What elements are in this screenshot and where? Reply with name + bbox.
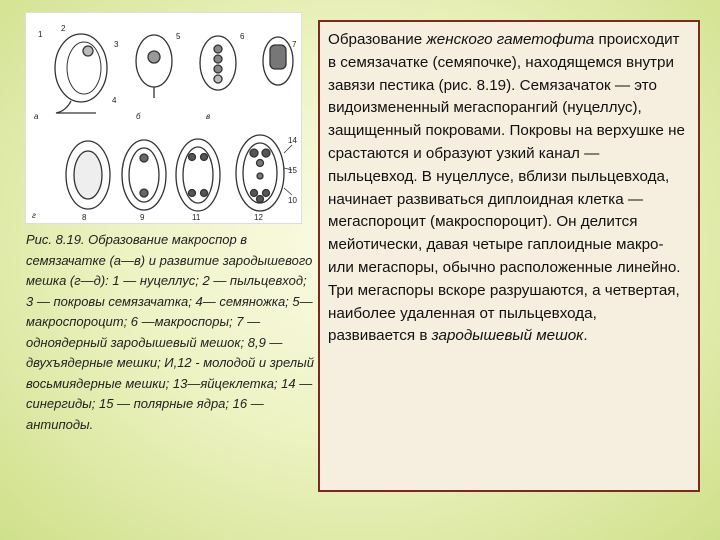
p2-text-a: Три мегаспоры вскоре разрушаются, а четвертая, наиболее удаленная от пыльцевхода, развивается в: [328, 281, 680, 345]
label-12: 12: [254, 213, 263, 222]
label-8: 8: [82, 213, 87, 222]
p1-italic-term: женского гаметофита: [426, 31, 595, 48]
label-3: 3: [114, 40, 119, 49]
label-7: 7: [292, 40, 297, 49]
paragraph-2: [328, 280, 688, 348]
label-15: 15: [288, 166, 297, 175]
ovule-shape: [55, 34, 107, 102]
label-9: 9: [140, 213, 145, 222]
ovule-diagram: [26, 13, 301, 223]
caption-label: Рис. 8.19.: [26, 232, 85, 247]
label-14: 14: [288, 136, 297, 145]
label-c: в: [206, 112, 211, 121]
label-10: 10: [288, 196, 297, 205]
p2-text-b: .: [583, 327, 588, 345]
paragraph-1: [328, 29, 688, 280]
label-11: 11: [192, 213, 201, 222]
p1-text-b: происходит в семязачатке (семяпочке), находящемся внутри завязи пестика (рис. 8.19). Семязачаток — это видоизмененный мегаспорангий (нуцеллус), защищенный покровами. Покровы на верхушке не срастаются и образуют узкий канал — пыльцевход. В нуцеллусе, вблизи пыльцевхода, начинает развиваться диплоидная клетка — мегаспороцит (макроспороцит). Он делится мейотически, давая четыре гаплоидные макро- или мегаспоры, обычно расположенные линейно.: [328, 31, 685, 276]
p1-text-a: Образование: [328, 31, 427, 48]
p2-italic-term: зародышевый мешок: [431, 327, 584, 345]
label-6: 6: [240, 32, 245, 41]
ovule-development-figure: [25, 12, 302, 224]
label-2: 2: [61, 24, 66, 33]
caption-text: Образование макроспор в семязачатке (а—в) и развитие зародышевого мешка (г—д): 1 — нуцеллус; 2 — пыльцевход; 3 — покровы семязачатка; 4— семяножка; 5—макроспороцит; 6 —макроспоры; 7 — одноядерный зародышевый мешок; 8,9 — двухъядерные мешки; И,12 - молодой и зрелый восьмиядерные мешки; 13—яйцеклетка; 14 — синергиды; 15 — полярные ядра; 16 — антиподы.: [26, 232, 314, 432]
label-b: б: [136, 112, 141, 121]
label-1: 1: [38, 30, 43, 39]
label-5: 5: [176, 32, 181, 41]
figure-caption: [26, 230, 316, 435]
label-a: а: [34, 112, 39, 121]
main-text-box: [318, 20, 700, 492]
label-g: г: [32, 211, 36, 220]
label-4: 4: [112, 96, 117, 105]
